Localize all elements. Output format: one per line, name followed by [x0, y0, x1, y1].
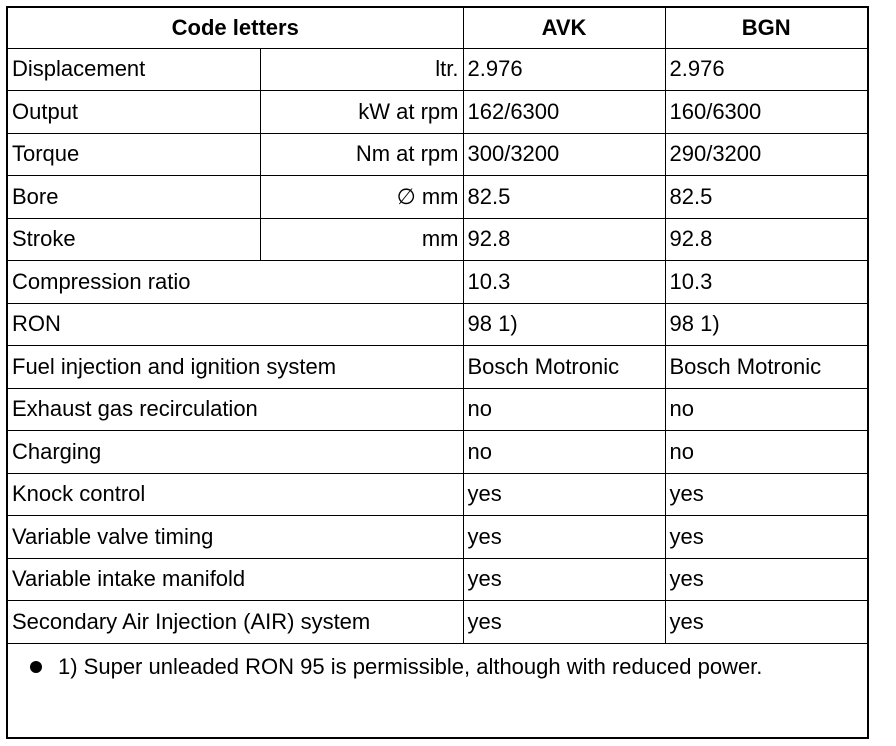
row-label: Knock control — [8, 473, 463, 516]
row-label: Secondary Air Injection (AIR) system — [8, 601, 463, 644]
row-label: Displacement — [8, 48, 260, 91]
row-label: Compression ratio — [8, 261, 463, 304]
table-row — [8, 91, 867, 134]
avk-value: yes — [463, 516, 665, 559]
spec-table-frame — [6, 6, 869, 739]
table-row — [8, 516, 867, 559]
table-row — [8, 133, 867, 176]
table-row — [8, 473, 867, 516]
code-letters-header: Code letters — [8, 8, 463, 48]
row-label: Variable valve timing — [8, 516, 463, 559]
avk-value: 2.976 — [463, 48, 665, 91]
bgn-value: 160/6300 — [665, 91, 867, 134]
footnote-text: 1) Super unleaded RON 95 is permissible, although with reduced power. — [58, 653, 763, 679]
table-row — [8, 48, 867, 91]
row-label: RON — [8, 303, 463, 346]
engine-spec-table — [8, 8, 867, 644]
table-row — [8, 303, 867, 346]
row-label: Exhaust gas recirculation — [8, 388, 463, 431]
avk-value: no — [463, 388, 665, 431]
row-unit: ∅ mm — [260, 176, 463, 219]
bgn-value: yes — [665, 473, 867, 516]
table-row — [8, 601, 867, 644]
avk-value: 162/6300 — [463, 91, 665, 134]
bgn-value: 10.3 — [665, 261, 867, 304]
table-row — [8, 558, 867, 601]
row-label: Bore — [8, 176, 260, 219]
table-row — [8, 176, 867, 219]
bgn-value: no — [665, 431, 867, 474]
avk-value: yes — [463, 601, 665, 644]
avk-value: yes — [463, 558, 665, 601]
row-label: Charging — [8, 431, 463, 474]
bgn-value: no — [665, 388, 867, 431]
bullet-icon — [30, 661, 42, 673]
table-row — [8, 431, 867, 474]
row-label: Output — [8, 91, 260, 134]
avk-value: 92.8 — [463, 218, 665, 261]
bgn-value: yes — [665, 601, 867, 644]
avk-value: 300/3200 — [463, 133, 665, 176]
bgn-value: 92.8 — [665, 218, 867, 261]
avk-value: yes — [463, 473, 665, 516]
bgn-value: 98 1) — [665, 303, 867, 346]
bgn-value: 82.5 — [665, 176, 867, 219]
table-header-row — [8, 8, 867, 48]
bgn-value: 290/3200 — [665, 133, 867, 176]
table-row — [8, 261, 867, 304]
row-label: Stroke — [8, 218, 260, 261]
row-unit: ltr. — [260, 48, 463, 91]
row-label: Torque — [8, 133, 260, 176]
avk-value: Bosch Motronic — [463, 346, 665, 389]
row-label: Fuel injection and ignition system — [8, 346, 463, 389]
bgn-value: 2.976 — [665, 48, 867, 91]
row-unit: mm — [260, 218, 463, 261]
bgn-value: yes — [665, 516, 867, 559]
bgn-value: Bosch Motronic — [665, 346, 867, 389]
row-unit: Nm at rpm — [260, 133, 463, 176]
row-unit: kW at rpm — [260, 91, 463, 134]
avk-header: AVK — [463, 8, 665, 48]
footnote — [8, 644, 867, 680]
bgn-value: yes — [665, 558, 867, 601]
avk-value: 82.5 — [463, 176, 665, 219]
avk-value: no — [463, 431, 665, 474]
table-row — [8, 346, 867, 389]
avk-value: 98 1) — [463, 303, 665, 346]
avk-value: 10.3 — [463, 261, 665, 304]
table-row — [8, 388, 867, 431]
bgn-header: BGN — [665, 8, 867, 48]
table-row — [8, 218, 867, 261]
row-label: Variable intake manifold — [8, 558, 463, 601]
